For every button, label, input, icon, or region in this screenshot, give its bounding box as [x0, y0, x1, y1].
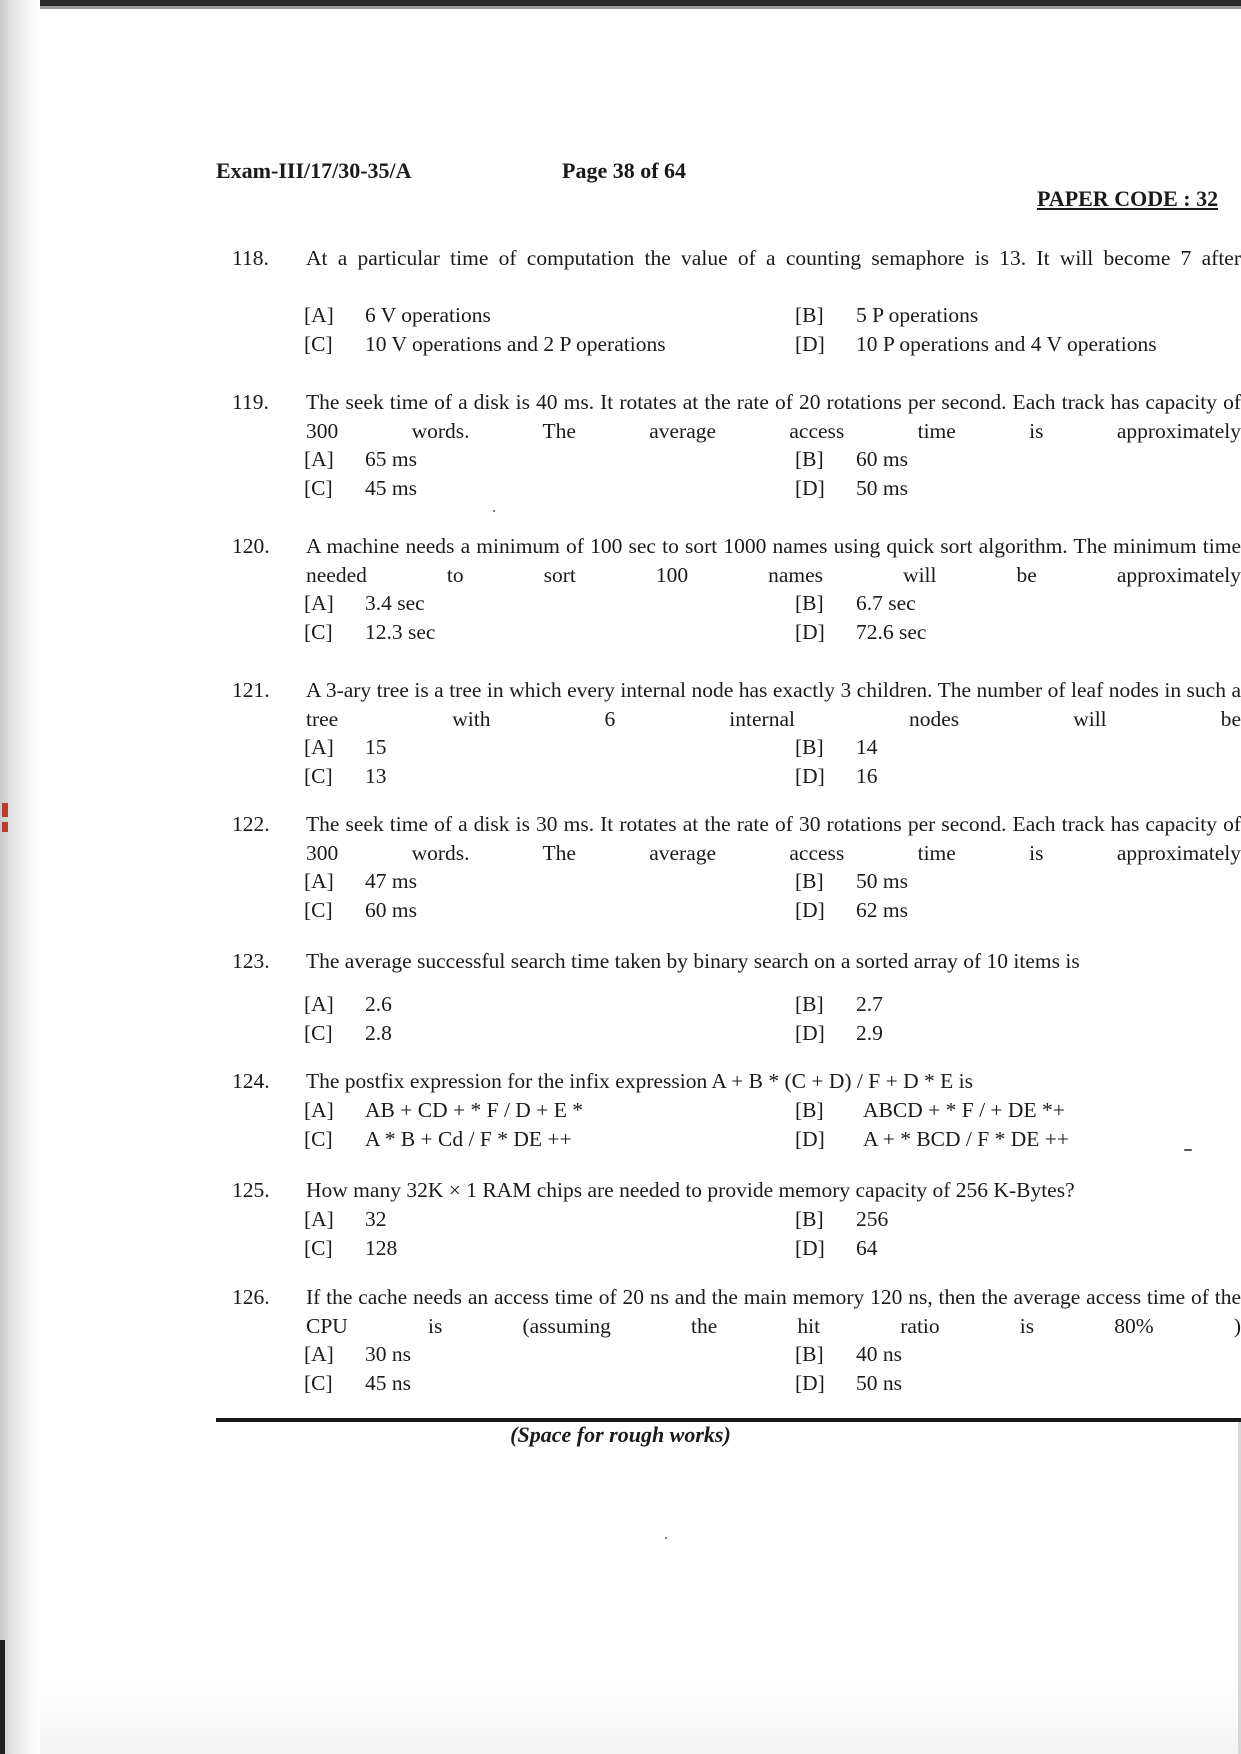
question-text: At a particular time of computation the value of a counting semaphore is 13. It will become 7 after [306, 246, 1241, 270]
option-c: [C] A * B + Cd / F * DE ++ [304, 1127, 572, 1151]
question-number: 124. [232, 1069, 270, 1093]
option-c: [C] 128 [304, 1236, 398, 1260]
question-number: 125. [232, 1178, 270, 1202]
question-text: The average successful search time taken by binary search on a sorted array of 10 items is [306, 949, 1080, 973]
question-number: 123. [232, 949, 270, 973]
scan-left-edge [0, 1640, 5, 1754]
option-c: [C] 2.8 [304, 1021, 392, 1045]
option-b: [B] 256 [795, 1207, 889, 1231]
question-number: 121. [232, 678, 270, 702]
option-a: [A] 3.4 sec [304, 591, 425, 615]
option-c: [C] 45 ms [304, 476, 417, 500]
option-a: [A] AB + CD + * F / D + E * [304, 1098, 583, 1122]
option-a: [A] 15 [304, 735, 387, 759]
option-b: [B] 50 ms [795, 869, 908, 893]
option-d: [D] 50 ns [795, 1371, 902, 1395]
option-b: [B] 6.7 sec [795, 591, 916, 615]
question-text: The postfix expression for the infix expression A + B * (C + D) / F + D * E is [306, 1069, 973, 1093]
option-a: [A] 2.6 [304, 992, 392, 1016]
option-a: [A] 6 V operations [304, 303, 491, 327]
option-d: [D] 62 ms [795, 898, 908, 922]
question-number: 118. [232, 246, 269, 270]
option-d: [D] 50 ms [795, 476, 908, 500]
option-b: [B] 2.7 [795, 992, 883, 1016]
scan-speck [493, 510, 495, 512]
option-a: [A] 65 ms [304, 447, 417, 471]
option-b: [B] 5 P operations [795, 303, 979, 327]
option-c: [C] 10 V operations and 2 P operations [304, 332, 666, 356]
question-text: The seek time of a disk is 40 ms. It rotates at the rate of 20 rotations per second. Each track has capacity of 300 words. The average access time is approximately [306, 390, 1241, 443]
scan-speck [1184, 1149, 1192, 1151]
page-number: Page 38 of 64 [562, 158, 687, 183]
option-d: [D] 16 [795, 764, 878, 788]
question-number: 122. [232, 812, 270, 836]
exam-code: Exam-III/17/30-35/A [216, 158, 412, 183]
scan-top-edge-shadow [0, 6, 1241, 9]
question-number: 119. [232, 390, 269, 414]
binding-mark [2, 803, 8, 817]
paper-code: PAPER CODE : 32 [1037, 186, 1219, 211]
option-c: [C] 13 [304, 764, 387, 788]
option-d: [D] 10 P operations and 4 V operations [795, 332, 1157, 356]
option-c: [C] 45 ns [304, 1371, 411, 1395]
option-a: [A] 47 ms [304, 869, 417, 893]
option-c: [C] 60 ms [304, 898, 417, 922]
option-a: [A] 32 [304, 1207, 387, 1231]
option-c: [C] 12.3 sec [304, 620, 436, 644]
scan-speck [665, 1537, 667, 1539]
option-d: [D] 72.6 sec [795, 620, 927, 644]
question-text: How many 32K × 1 RAM chips are needed to provide memory capacity of 256 K-Bytes? [306, 1178, 1075, 1202]
question-number: 120. [232, 534, 270, 558]
option-b: [B] ABCD + * F / + DE *+ [795, 1098, 1065, 1122]
question-number: 126. [232, 1285, 270, 1309]
question-text: The seek time of a disk is 30 ms. It rotates at the rate of 30 rotations per second. Each track has capacity of 300 words. The average access time is approximately [306, 812, 1241, 865]
option-d: [D] A + * BCD / F * DE ++ [795, 1127, 1070, 1151]
binding-mark [2, 822, 8, 832]
option-d: [D] 2.9 [795, 1021, 883, 1045]
question-text: A 3-ary tree is a tree in which every internal node has exactly 3 children. The number of leaf nodes in such a tree with 6 internal nodes will be [306, 678, 1241, 731]
option-a: [A] 30 ns [304, 1342, 411, 1366]
question-text: If the cache needs an access time of 20 ns and the main memory 120 ns, then the average access time of the CPU is (assuming the hit ratio is 80% ) [306, 1285, 1241, 1338]
option-d: [D] 64 [795, 1236, 878, 1260]
option-b: [B] 60 ms [795, 447, 908, 471]
question-text: A machine needs a minimum of 100 sec to sort 1000 names using quick sort algorithm. The minimum time needed to sort 100 names will be approximately [306, 534, 1241, 587]
option-b: [B] 40 ns [795, 1342, 902, 1366]
rough-work-caption: (Space for rough works) [510, 1422, 731, 1447]
option-b: [B] 14 [795, 735, 878, 759]
scan-bottom-shadow [40, 1680, 1241, 1754]
scan-left-shadow [0, 0, 40, 1754]
